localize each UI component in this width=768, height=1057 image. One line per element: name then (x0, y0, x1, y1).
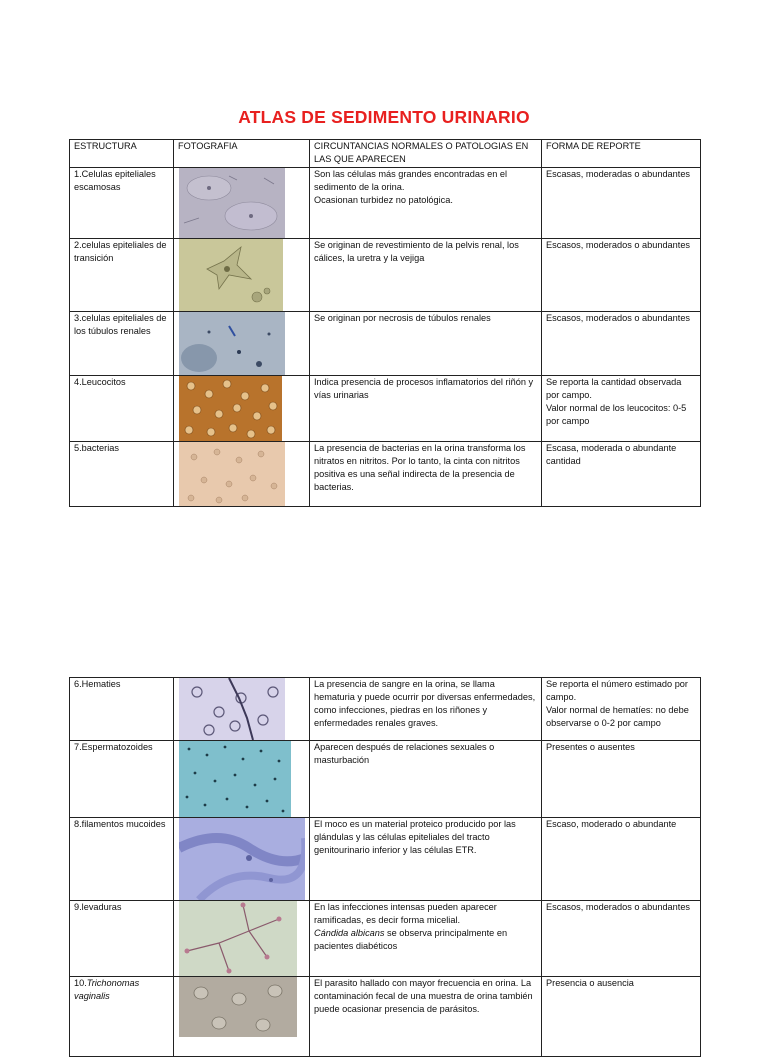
table-row (70, 818, 701, 901)
table-row (70, 901, 701, 977)
cell-photo (174, 901, 310, 977)
renal-tubular-cells-micrograph (179, 312, 285, 376)
cell-circunstancias: El parasito hallado con mayor frecuencia en orina. La contaminación fecal de una muestra de orina también puede ocasionar presencia de parásitos. (310, 977, 542, 1057)
table-header-row (70, 140, 701, 168)
atlas-table-page-2 (69, 677, 701, 1057)
cell-reporte: Se reporta la cantidad observada por campo. Valor normal de los leucocitos: 0-5 por campo (542, 376, 701, 442)
transitional-cells-micrograph (179, 239, 283, 311)
cell-photo (174, 977, 310, 1057)
cell-estructura: 5.bacterias (70, 442, 174, 507)
cell-photo (174, 741, 310, 818)
cell-photo (174, 312, 310, 376)
table-row (70, 312, 701, 376)
header-reporte: FORMA DE REPORTE (542, 140, 701, 168)
cell-photo (174, 818, 310, 901)
cell-reporte: Escasa, moderada o abundante cantidad (542, 442, 701, 507)
cell-circunstancias: Aparecen después de relaciones sexuales o masturbación (310, 741, 542, 818)
cell-reporte: Escasos, moderados o abundantes (542, 901, 701, 977)
cell-reporte: Escasos, moderados o abundantes (542, 239, 701, 312)
cell-reporte: Presencia o ausencia (542, 977, 701, 1057)
cell-circunstancias: En las infecciones intensas pueden aparecer ramificadas, es decir forma micelial. Cándida albicans se observa principalmente en pacientes diabéticos (310, 901, 542, 977)
red-blood-cells-micrograph (179, 678, 285, 740)
table-row (70, 376, 701, 442)
cell-estructura: 3.celulas epiteliales de los túbulos renales (70, 312, 174, 376)
cell-circunstancias: El moco es un material proteico producido por las glándulas y las células epiteliales del tracto genitourinario inferior y las células ETR. (310, 818, 542, 901)
cell-photo (174, 678, 310, 741)
bacteria-micrograph (179, 442, 285, 507)
cell-estructura: 1.Celulas epiteliales escamosas (70, 168, 174, 239)
header-fotografia: FOTOGRAFIA (174, 140, 310, 168)
cell-circunstancias: Se originan por necrosis de túbulos renales (310, 312, 542, 376)
cell-estructura: 4.Leucocitos (70, 376, 174, 442)
header-estructura: ESTRUCTURA (70, 140, 174, 168)
squamous-cells-micrograph (179, 168, 285, 238)
cell-photo (174, 442, 310, 507)
atlas-table-page-1 (69, 139, 701, 507)
cell-circunstancias: Son las células más grandes encontradas en el sedimento de la orina. Ocasionan turbidez no patológica. (310, 168, 542, 239)
cell-estructura: 8.filamentos mucoides (70, 818, 174, 901)
cell-circunstancias: Se originan de revestimiento de la pelvis renal, los cálices, la uretra y la vejiga (310, 239, 542, 312)
cell-photo (174, 168, 310, 239)
cell-circunstancias: Indica presencia de procesos inflamatorios del riñón y vías urinarias (310, 376, 542, 442)
leukocytes-micrograph (179, 376, 282, 442)
cell-photo (174, 239, 310, 312)
cell-estructura: 6.Hematies (70, 678, 174, 741)
table-row (70, 168, 701, 239)
cell-estructura: 2.celulas epiteliales de transición (70, 239, 174, 312)
table-row (70, 741, 701, 818)
cell-estructura: 7.Espermatozoides (70, 741, 174, 818)
cell-reporte: Escasos, moderados o abundantes (542, 312, 701, 376)
document-title: ATLAS DE SEDIMENTO URINARIO (238, 107, 530, 127)
cell-circunstancias: La presencia de bacterias en la orina transforma los nitratos en nitritos. Por lo tanto, la cinta con nitritos positiva es una señal indirecta de la presencia de bacterias. (310, 442, 542, 507)
header-circunstancias: CIRCUNTANCIAS NORMALES O PATOLOGIAS EN LAS QUE APARECEN (310, 140, 542, 168)
cell-reporte: Presentes o ausentes (542, 741, 701, 818)
cell-circunstancias: La presencia de sangre en la orina, se llama hematuria y puede ocurrir por diversas enfermedades, como infecciones, piedras en los riñones y enfermedades renales graves. (310, 678, 542, 741)
cell-estructura: 9.levaduras (70, 901, 174, 977)
cell-estructura: 10.Trichonomas vaginalis (70, 977, 174, 1057)
cell-photo (174, 376, 310, 442)
yeast-micrograph (179, 901, 297, 977)
trichomonas-micrograph (179, 977, 297, 1037)
cell-reporte: Escasas, moderadas o abundantes (542, 168, 701, 239)
table-row (70, 977, 701, 1057)
table-row (70, 678, 701, 741)
sperm-micrograph (179, 741, 291, 817)
table-row (70, 239, 701, 312)
cell-reporte: Se reporta el número estimado por campo. Valor normal de hematíes: no debe observarse o 0-2 por campo (542, 678, 701, 741)
table-row (70, 442, 701, 507)
cell-reporte: Escaso, moderado o abundante (542, 818, 701, 901)
mucus-filaments-micrograph (179, 818, 305, 900)
